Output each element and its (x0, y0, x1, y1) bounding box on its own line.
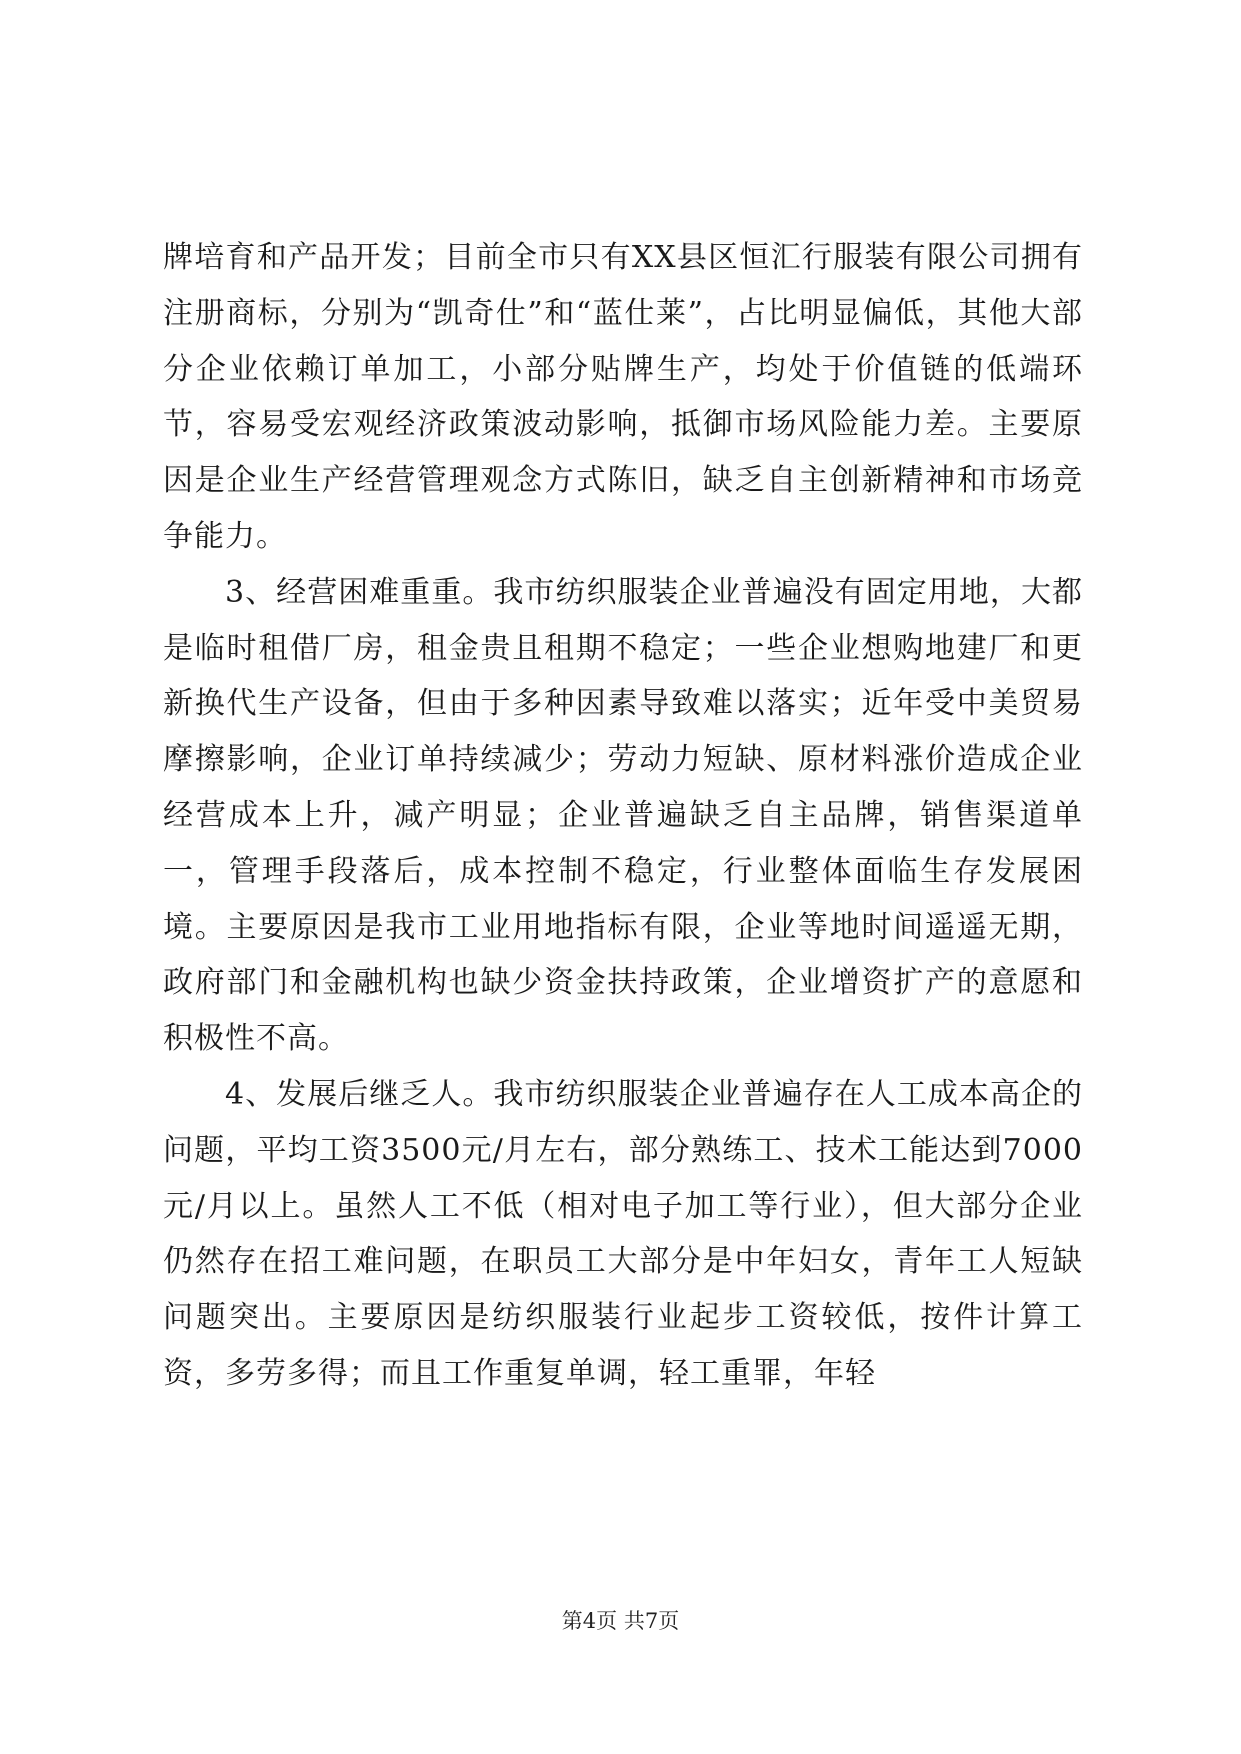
page-number-footer: 第4页 共7页 (561, 1609, 680, 1633)
paragraph-brand-continuation: 牌培育和产品开发；目前全市只有XX县区恒汇行服装有限公司拥有注册商标，分别为“凯奇仕”和“蓝仕莱”，占比明显偏低，其他大部分企业依赖订单加工，小部分贴牌生产，均处于价值链的低端环节，容易受宏观经济政策波动影响，抵御市场风险能力差。主要原因是企业生产经营管理观念方式陈旧，缺乏自主创新精神和市场竞争能力。 (163, 240, 1083, 554)
paragraph-operating-difficulties: 3、经营困难重重。我市纺织服装企业普遍没有固定用地，大都是临时租借厂房，租金贵且租期不稳定；一些企业想购地建厂和更新换代生产设备，但由于多种因素导致难以落实；近年受中美贸易摩擦影响，企业订单持续减少；劳动力短缺、原材料涨价造成企业经营成本上升，减产明显；企业普遍缺乏自主品牌，销售渠道单一，管理手段落后，成本控制不稳定，行业整体面临生存发展困境。主要原因是我市工业用地指标有限，企业等地时间遥遥无期，政府部门和金融机构也缺少资金扶持政策，企业增资扩产的意愿和积极性不高。 (163, 574, 1083, 1057)
document-body (163, 230, 1083, 1402)
paragraph-labor-shortage: 4、发展后继乏人。我市纺织服装企业普遍存在人工成本高企的问题，平均工资3500元/月左右，部分熟练工、技术工能达到7000元/月以上。虽然人工不低（相对电子加工等行业），但大部分企业仍然存在招工难问题，在职员工大部分是中年妇女，青年工人短缺问题突出。主要原因是纺织服装行业起步工资较低，按件计算工资，多劳多得；而且工作重复单调，轻工重罪，年轻 (163, 1076, 1083, 1391)
